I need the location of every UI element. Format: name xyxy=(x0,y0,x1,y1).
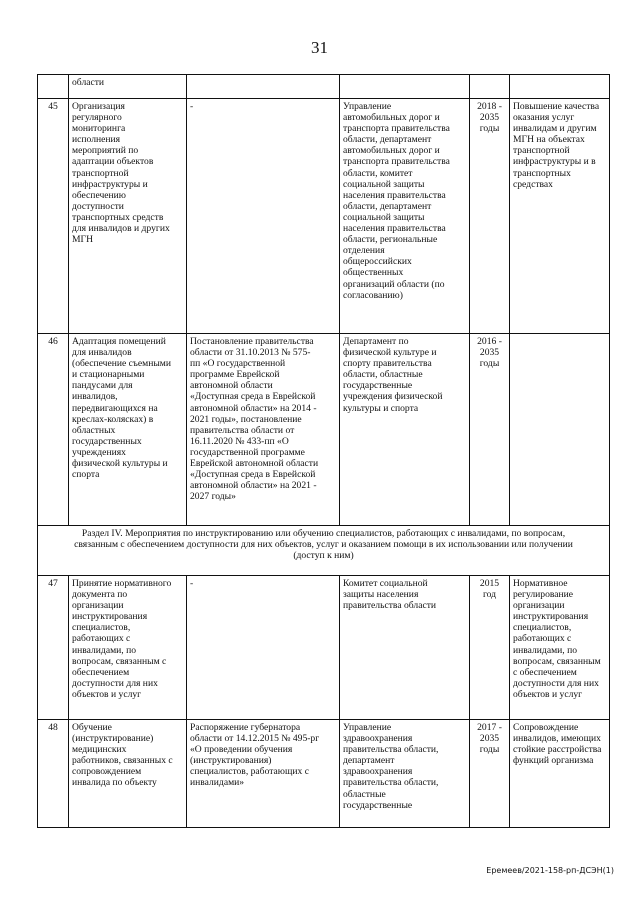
table-row xyxy=(38,75,610,99)
row-number: 47 xyxy=(38,576,69,720)
row-number: 46 xyxy=(38,334,69,526)
table-row xyxy=(38,720,610,828)
table-row xyxy=(38,99,610,334)
expected-result xyxy=(510,334,610,526)
expected-result xyxy=(510,75,610,99)
page-number: 31 xyxy=(311,38,328,57)
implementation-years: 2016 - 2035 годы xyxy=(470,334,510,526)
expected-result: Нормативное регулирование организации инструктирования специалистов, работающих с инвалидами, по вопросам, связанным с обеспечением доступности для них объектов и услуг xyxy=(510,576,610,720)
table-row xyxy=(38,576,610,720)
implementation-years: 2018 - 2035 годы xyxy=(470,99,510,334)
implementation-years: 2015 год xyxy=(470,576,510,720)
measure-name: Принятие нормативного документа по организации инструктирования специалистов, работающих с инвалидами, по вопросам, связанным с обеспечением доступности для них объектов и услуг xyxy=(69,576,187,720)
row-number: 48 xyxy=(38,720,69,828)
section-row xyxy=(38,526,610,576)
executor: Комитет социальной защиты населения правительства области xyxy=(340,576,470,720)
table-row xyxy=(38,334,610,526)
measure-name: Организация регулярного мониторинга исполнения мероприятий по адаптации объектов транспортной инфраструктуры и обеспечению доступности транспортных средств для инвалидов и других МГН xyxy=(69,99,187,334)
row-number xyxy=(38,75,69,99)
section-title: Раздел IV. Мероприятия по инструктированию или обучению специалистов, работающих с инвалидами, по вопросам, связанным с обеспечением доступности для них объектов, услуг и оказанием помощи в их использовании или получении (доступ к ним) xyxy=(38,526,610,576)
executor: Департамент по физической культуре и спорту правительства области, областные государственные учреждения физической культуры и спорта xyxy=(340,334,470,526)
legal-document: - xyxy=(187,99,340,334)
legal-document: Распоряжение губернатора области от 14.12.2015 № 495-рг «О проведении обучения (инструктирования) специалистов, работающих с инвалидами» xyxy=(187,720,340,828)
measure-name: области xyxy=(69,75,187,99)
row-number: 45 xyxy=(38,99,69,334)
executor: Управление автомобильных дорог и транспорта правительства области, департамент автомобильных дорог и транспорта правительства области, комитет социальной защиты населения правительства области, департамент социальной защиты населения правительства области, региональные отделения общероссийских общественных организаций области (по согласованию) xyxy=(340,99,470,334)
expected-result: Повышение качества оказания услуг инвалидам и другим МГН на объектах транспортной инфраструктуры и в транспортных средствах xyxy=(510,99,610,334)
implementation-years xyxy=(470,75,510,99)
measures-table xyxy=(37,74,610,828)
legal-document: - xyxy=(187,576,340,720)
document-footer-code: Еремеев/2021-158-рп-ДСЭН(1) xyxy=(486,866,614,875)
expected-result: Сопровождение инвалидов, имеющих стойкие расстройства функций организма xyxy=(510,720,610,828)
executor xyxy=(340,75,470,99)
measure-name: Адаптация помещений для инвалидов (обеспечение съемными и стационарными пандусами для инвалидов, передвигающихся на креслах-колясках) в областных государственных учреждениях физической культуры и спорта xyxy=(69,334,187,526)
legal-document xyxy=(187,75,340,99)
executor: Управление здравоохранения правительства области, департамент здравоохранения правительства области, областные государственные xyxy=(340,720,470,828)
legal-document: Постановление правительства области от 31.10.2013 № 575- пп «О государственной программе Еврейской автономной области «Доступная среда в Еврейской автономной области» на 2014 - 2021 годы», постановление правительства области от 16.11.2020 № 433-пп «О государственной программе Еврейской автономной области «Доступная среда в Еврейской автономной области» на 2021 - 2027 годы» xyxy=(187,334,340,526)
implementation-years: 2017 - 2035 годы xyxy=(470,720,510,828)
measure-name: Обучение (инструктирование) медицинских работников, связанных с сопровождением инвалида по объекту xyxy=(69,720,187,828)
